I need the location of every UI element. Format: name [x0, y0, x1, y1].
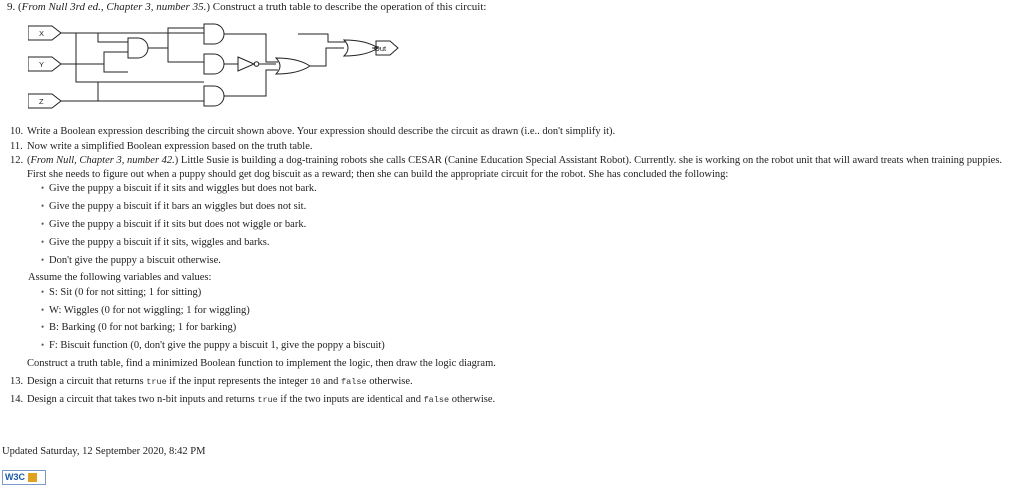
and-gate-2: [204, 24, 224, 44]
html-check-icon: [28, 473, 37, 482]
and-gate-1: [128, 38, 148, 58]
code-literal: 10: [310, 376, 321, 387]
question-text: Little Susie is building a dog-training robots she calls CESAR (Canine Education Special Assistant Robot). Currently. she is working on the robot unit that will award treats when training puppies. First she needs to figure out when a puppy should get dog biscuit as a reward; then she can build the appropriate circuit for the robot. She has concluded the following:: [27, 155, 1003, 180]
question-text: if the input represents the integer: [169, 375, 308, 387]
question-number: 9.: [7, 1, 16, 13]
w3c-badge-label: W3C: [5, 472, 25, 482]
list-item: • B: Barking (0 for not barking; 1 for barking): [10, 321, 1015, 335]
question-text: Write a Boolean expression describing the circuit shown above. Your expression should describe the circuit as drawn (i.e.. don't simplify it).: [27, 126, 616, 137]
rules-list: [10, 182, 1015, 267]
or-gate-1: [276, 58, 310, 74]
question-14: [10, 393, 1015, 408]
question-source: From Null, Chapter 3, number 42.: [30, 155, 175, 167]
list-item: • S: Sit (0 for not sitting; 1 for sitting): [10, 286, 1015, 300]
question-10: [10, 125, 1015, 139]
code-literal: true: [146, 376, 167, 387]
question-text: Construct a truth table to describe the operation of this circuit:: [212, 1, 487, 13]
code-literal: false: [423, 395, 450, 406]
list-item: • Give the puppy a biscuit if it bars an wiggles but does not sit.: [10, 200, 1015, 214]
input-x: [28, 26, 61, 40]
input-z-label: Z: [39, 97, 44, 106]
question-source: From Null 3rd ed., Chapter 3, number 35.: [21, 1, 207, 13]
input-z: [28, 94, 61, 108]
list-item: • Give the puppy a biscuit if it sits but does not wiggle or bark.: [10, 218, 1015, 232]
variables-list: [10, 286, 1015, 353]
and-gate-4: [204, 86, 224, 106]
list-item: • Give the puppy a biscuit if it sits, wiggles and barks.: [10, 236, 1015, 250]
question-text: Design a circuit that returns: [27, 375, 144, 387]
list-item: • Give the puppy a biscuit if it sits and wiggles but does not bark.: [10, 182, 1015, 196]
not-gate: [224, 57, 276, 71]
last-updated: Updated Saturday, 12 September 2020, 8:42 PM: [2, 446, 206, 457]
code-literal: false: [341, 376, 367, 387]
list-item: • W: Wiggles (0 for not wiggling; 1 for wiggling): [10, 304, 1015, 318]
question-text: otherwise.: [369, 375, 413, 387]
code-literal: true: [257, 395, 278, 406]
question-12: 12. (From Null, Chapter 3, number 42.) Little Susie is building a dog-training robots she calls CESAR (Canine Education Special Assistant Robot). Currently. she is working on the robot unit that will award treats when training puppies. First she needs to figure out when a puppy should get dog biscuit as a reward; then she can build the appropriate circuit for the robot. She has concluded the following:: [10, 155, 1003, 180]
question-number: 12.: [10, 155, 24, 167]
questions-block: [10, 125, 1015, 409]
question-text: if the two inputs are identical and: [280, 394, 421, 406]
list-item: • Don't give the puppy a biscuit otherwise.: [10, 254, 1015, 268]
input-y-label: Y: [39, 60, 45, 69]
question-11: [10, 140, 1015, 154]
question-text: and: [323, 375, 339, 387]
question-number: 14.: [10, 394, 24, 406]
question-text: otherwise.: [451, 394, 496, 406]
question-text: Design a circuit that takes two n-bit inputs and returns: [27, 394, 255, 406]
output-label: Out: [374, 44, 387, 53]
logic-circuit-diagram: [28, 18, 408, 114]
question-9: 9. (From Null 3rd ed., Chapter 3, number 35.) Construct a truth table to describe the operation of this circuit:: [7, 1, 487, 13]
input-y: [28, 57, 61, 71]
question-text: Now write a simplified Boolean expression based on the truth table.: [27, 140, 313, 152]
question-13: [10, 375, 1015, 390]
assume-text: Assume the following variables and values:: [28, 272, 212, 284]
list-item: • F: Biscuit function (0, don't give the puppy a biscuit 1, give the poppy a biscuit): [10, 339, 1015, 353]
construct-text: Construct a truth table, find a minimized Boolean function to implement the logic, then draw the logic diagram.: [27, 358, 496, 369]
input-x-label: X: [39, 29, 45, 38]
question-number: 10.: [10, 126, 24, 137]
and-gate-3: [204, 54, 224, 74]
question-number: 13.: [10, 375, 24, 387]
question-number: 11.: [10, 140, 23, 152]
